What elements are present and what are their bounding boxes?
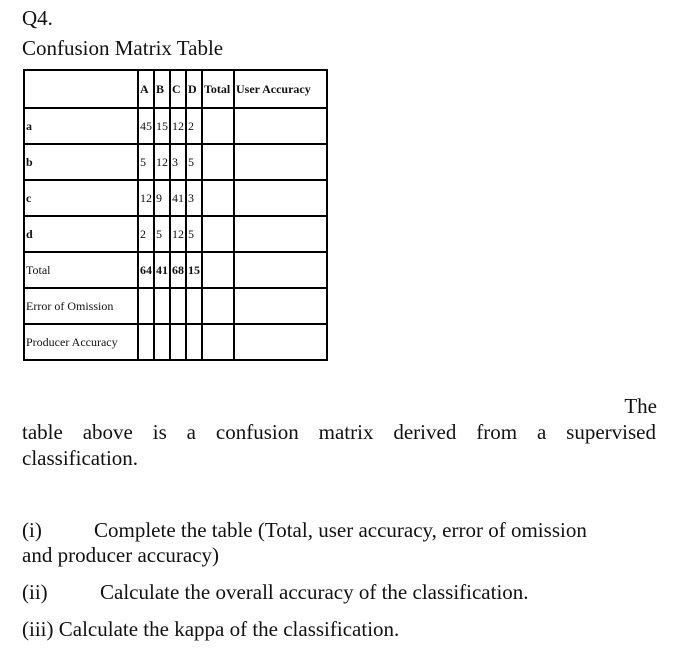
question-number: Q4. xyxy=(22,6,53,30)
table-header-row xyxy=(24,70,327,108)
table-cell xyxy=(234,252,327,288)
task-i-number: (i) xyxy=(22,518,42,542)
table-cell xyxy=(202,252,234,288)
task-ii xyxy=(22,580,529,605)
task-ii-text: Calculate the overall accuracy of the classification. xyxy=(100,580,529,604)
table-cell: 64 xyxy=(138,252,154,288)
table-row-c xyxy=(24,180,327,216)
row-label: Total xyxy=(24,252,138,288)
table-row-total xyxy=(24,252,327,288)
table-cell: 15 xyxy=(186,252,202,288)
table-cell: 12 xyxy=(170,108,186,144)
table-cell: 41 xyxy=(154,252,170,288)
table-cell xyxy=(186,324,202,360)
table-cell: 5 xyxy=(186,216,202,252)
table-cell xyxy=(154,324,170,360)
table-cell: 3 xyxy=(170,144,186,180)
row-label: Producer Accuracy xyxy=(24,324,138,360)
table-cell xyxy=(234,216,327,252)
table-cell xyxy=(202,216,234,252)
header-cell-user-accuracy: User Accuracy xyxy=(234,70,327,108)
task-iii-number: (iii) xyxy=(22,617,54,641)
table-row-b xyxy=(24,144,327,180)
header-cell-total: Total xyxy=(202,70,234,108)
table-row-a xyxy=(24,108,327,144)
table-cell: 2 xyxy=(138,216,154,252)
table-cell: 12 xyxy=(154,144,170,180)
row-label: d xyxy=(24,216,138,252)
header-cell-b: B xyxy=(154,70,170,108)
row-label: c xyxy=(24,180,138,216)
table-cell: 68 xyxy=(170,252,186,288)
table-cell: 12 xyxy=(170,216,186,252)
table-cell xyxy=(170,288,186,324)
row-label: Error of Omission xyxy=(24,288,138,324)
table-cell: 12 xyxy=(138,180,154,216)
table-cell xyxy=(234,108,327,144)
table-cell xyxy=(186,288,202,324)
intro-line-1: table above is a confusion matrix derived from a supervised xyxy=(22,420,656,444)
table-row-d xyxy=(24,216,327,252)
table-cell xyxy=(234,144,327,180)
table-cell xyxy=(202,108,234,144)
task-iii xyxy=(22,617,399,642)
table-cell xyxy=(234,288,327,324)
table-cell: 5 xyxy=(138,144,154,180)
table-cell xyxy=(234,180,327,216)
header-cell-a: A xyxy=(138,70,154,108)
table-title: Confusion Matrix Table xyxy=(22,36,224,60)
header-cell-empty xyxy=(24,70,138,108)
confusion-matrix-table xyxy=(23,69,328,361)
table-cell: 2 xyxy=(186,108,202,144)
table-cell xyxy=(202,144,234,180)
table-cell xyxy=(202,324,234,360)
table-cell xyxy=(170,324,186,360)
table-cell xyxy=(202,288,234,324)
table-cell: 5 xyxy=(154,216,170,252)
intro-line-2: classification. xyxy=(22,446,139,470)
table-cell xyxy=(138,324,154,360)
table-cell xyxy=(138,288,154,324)
table-cell: 9 xyxy=(154,180,170,216)
table-cell: 45 xyxy=(138,108,154,144)
table-cell: 15 xyxy=(154,108,170,144)
header-cell-c: C xyxy=(170,70,186,108)
table-cell: 5 xyxy=(186,144,202,180)
row-label: a xyxy=(24,108,138,144)
header-cell-d: D xyxy=(186,70,202,108)
table-cell: 41 xyxy=(170,180,186,216)
task-i xyxy=(22,518,656,543)
task-iii-text: Calculate the kappa of the classification. xyxy=(58,617,400,641)
task-i-text-line-1: Complete the table (Total, user accuracy, error of omission xyxy=(94,518,587,542)
row-label: b xyxy=(24,144,138,180)
table-cell xyxy=(202,180,234,216)
task-ii-number: (ii) xyxy=(22,580,48,604)
table-row-error-of-omission xyxy=(24,288,327,324)
table-cell xyxy=(234,324,327,360)
table-cell xyxy=(154,288,170,324)
table-cell: 3 xyxy=(186,180,202,216)
intro-word-the: The xyxy=(624,394,657,418)
task-i-text-line-2: and producer accuracy) xyxy=(22,543,220,567)
table-row-producer-accuracy xyxy=(24,324,327,360)
